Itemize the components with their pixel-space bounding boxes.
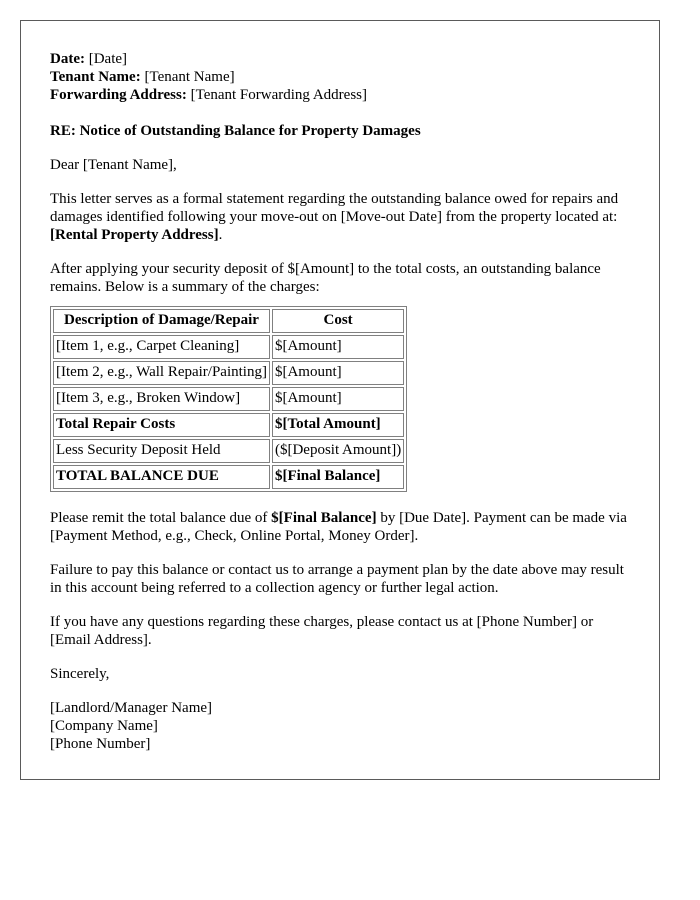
date-label: Date: [50, 51, 85, 67]
deposit-paragraph: After applying your security deposit of $[Amount] to the total costs, an outstanding balance remains. Below is a summary of the charges: [50, 261, 601, 295]
row-description: [Item 3, e.g., Broken Window] [53, 387, 270, 411]
column-header-description: Description of Damage/Repair [53, 309, 270, 333]
column-header-cost: Cost [272, 309, 404, 333]
signer-name: [Landlord/Manager Name] [50, 700, 213, 716]
row-cost: ($[Deposit Amount]) [272, 439, 404, 463]
address-label: Forwarding Address: [50, 87, 187, 103]
address-line [50, 86, 635, 104]
charges-table [50, 306, 407, 492]
table-row [53, 361, 404, 385]
address-value: [Tenant Forwarding Address] [190, 87, 367, 103]
row-cost: $[Total Amount] [272, 413, 404, 437]
table-row [53, 387, 404, 411]
tenant-line [50, 68, 635, 86]
letter-content [50, 50, 635, 753]
row-description: [Item 2, e.g., Wall Repair/Painting] [53, 361, 270, 385]
tenant-label: Tenant Name: [50, 69, 141, 85]
intro-paragraph [50, 190, 635, 244]
table-row [53, 335, 404, 359]
intro-text: This letter serves as a formal statement regarding the outstanding balance owed for repairs and damages identified following your move-out on [Move-out Date] from the property located at: [50, 191, 619, 225]
letter-page [20, 20, 660, 780]
total-repair-row [53, 413, 404, 437]
row-description: TOTAL BALANCE DUE [53, 465, 270, 489]
contact-paragraph: If you have any questions regarding these charges, please contact us at [Phone Number] or [Email Address]. [50, 614, 594, 648]
row-description: [Item 1, e.g., Carpet Cleaning] [53, 335, 270, 359]
signature-block [50, 699, 635, 753]
closing: Sincerely, [50, 666, 110, 682]
intro-end: . [218, 227, 223, 243]
salutation: Dear [Tenant Name], [50, 157, 177, 173]
date-value: [Date] [88, 51, 128, 67]
row-cost: $[Amount] [272, 387, 404, 411]
letter-header [50, 50, 635, 104]
row-cost: $[Final Balance] [272, 465, 404, 489]
property-address: [Rental Property Address] [50, 227, 219, 243]
tenant-value: [Tenant Name] [144, 69, 235, 85]
signer-phone: [Phone Number] [50, 736, 151, 752]
row-description: Less Security Deposit Held [53, 439, 270, 463]
payment-end: by [Due Date]. Payment can be made via [Payment Method, e.g., Check, Online Portal, Money Order]. [50, 510, 627, 544]
balance-due-row [53, 465, 404, 489]
final-balance: $[Final Balance] [271, 510, 377, 526]
row-description: Total Repair Costs [53, 413, 270, 437]
deposit-row [53, 439, 404, 463]
warning-paragraph: Failure to pay this balance or contact us to arrange a payment plan by the date above may result in this account being referred to a collection agency or further legal action. [50, 562, 624, 596]
signer-company: [Company Name] [50, 718, 158, 734]
row-cost: $[Amount] [272, 361, 404, 385]
row-cost: $[Amount] [272, 335, 404, 359]
table-header-row [53, 309, 404, 333]
date-line [50, 50, 635, 68]
payment-text: Please remit the total balance due of [50, 510, 272, 526]
subject-line: RE: Notice of Outstanding Balance for Property Damages [50, 123, 421, 139]
payment-paragraph [50, 509, 635, 545]
